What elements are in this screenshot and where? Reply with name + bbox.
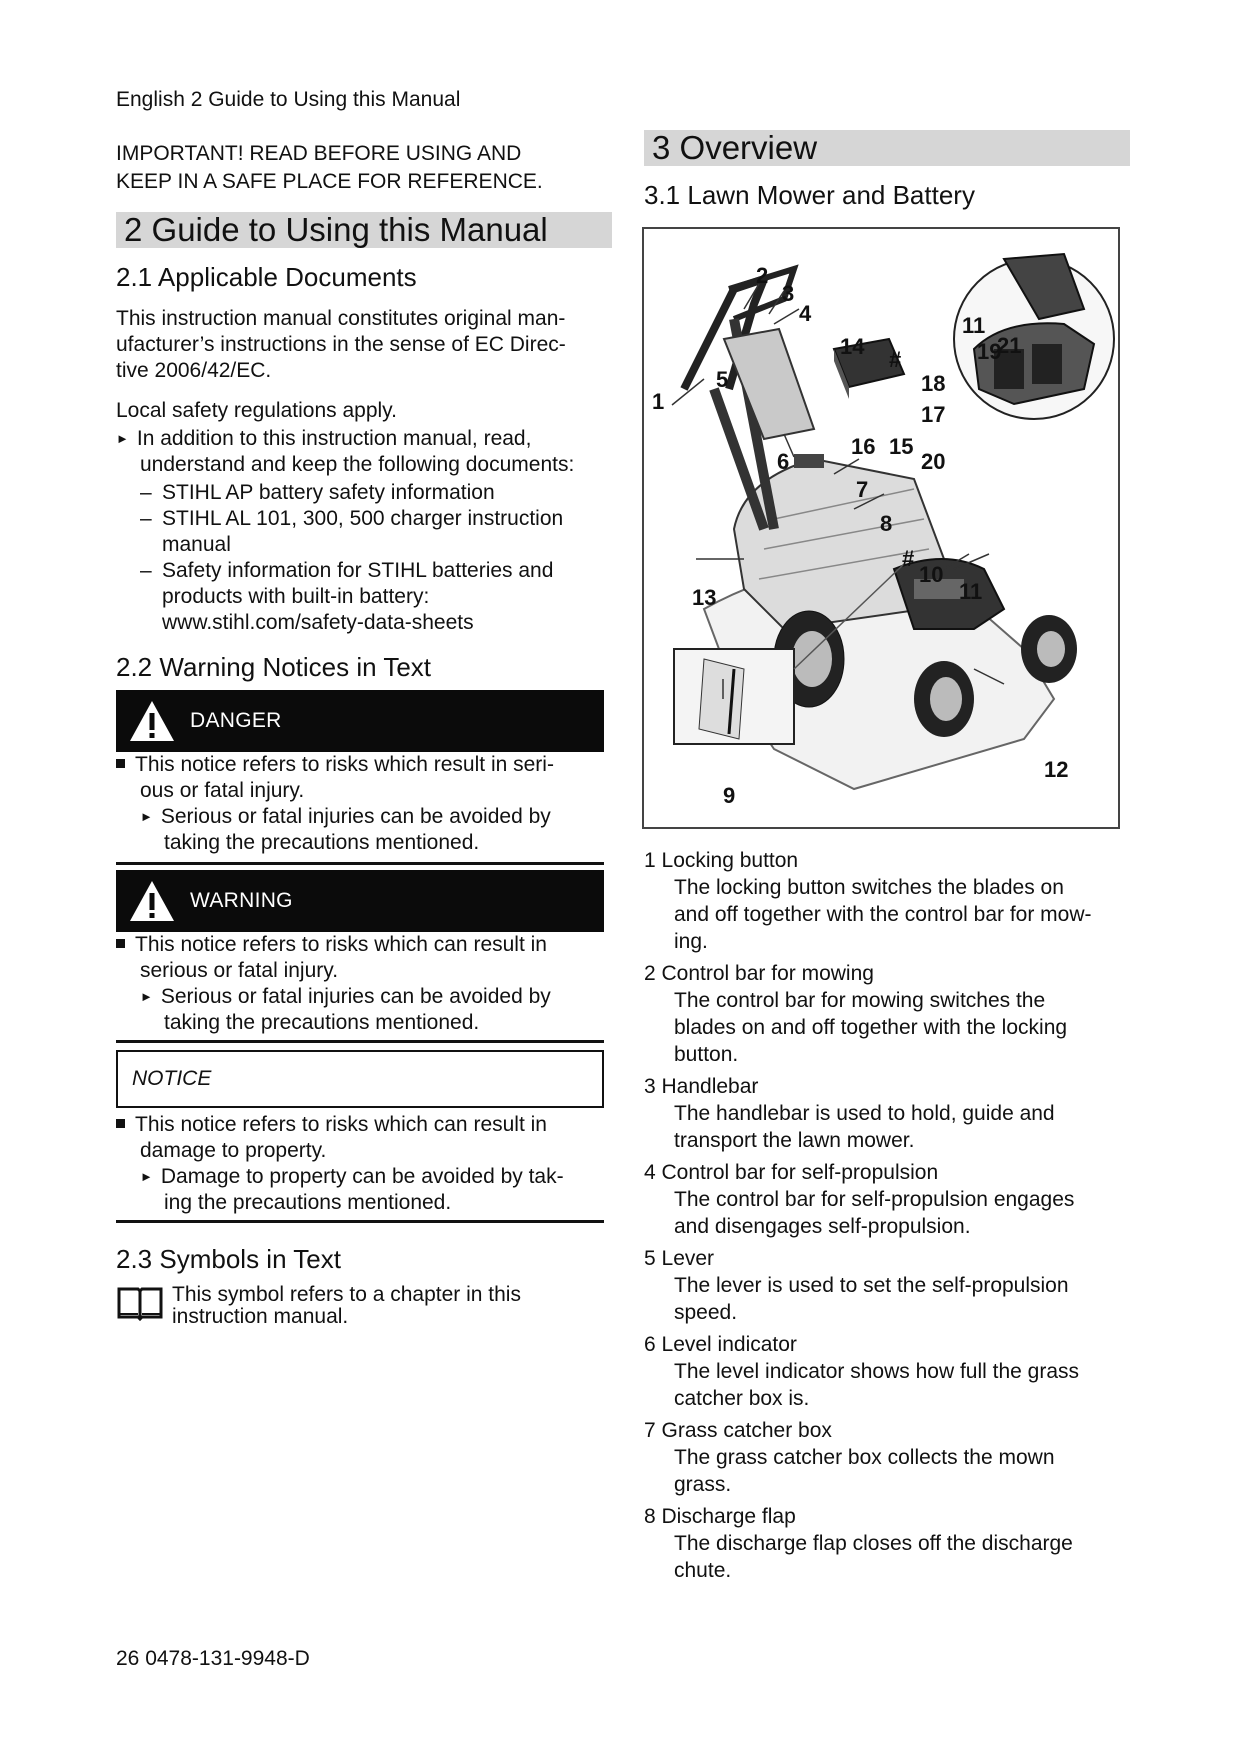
- safety-data-sheets-link[interactable]: www.stihl.com/safety-data-sheets: [162, 611, 474, 634]
- section-2-2-heading: 2.2 Warning Notices in Text: [116, 652, 432, 682]
- notice-line: damage to property.: [140, 1139, 327, 1162]
- part-label: 5 Lever: [644, 1247, 715, 1270]
- callout-21: 19: [977, 339, 1002, 364]
- part-description-line: The level indicator shows how full the grass: [674, 1360, 1080, 1383]
- danger-banner: [116, 690, 604, 752]
- callout-7: 7: [856, 477, 869, 502]
- notice-line: This notice refers to risks which can result in: [135, 1113, 547, 1136]
- notice-action-line: ing the precautions mentioned.: [164, 1191, 452, 1214]
- part-description-line: The control bar for self-propulsion engages: [674, 1188, 1075, 1211]
- page-code: 26 0478-131-9948-D: [116, 1647, 310, 1670]
- section-2-3-heading: 2.3 Symbols in Text: [116, 1244, 341, 1274]
- notice-action-line: taking the precautions mentioned.: [164, 1011, 480, 1034]
- part-description-line: ing.: [674, 930, 708, 953]
- lawn-mower-figure: [642, 227, 1120, 829]
- part-label: 4 Control bar for self-propulsion: [644, 1161, 939, 1184]
- callout-3: 3: [782, 281, 795, 306]
- part-description-line: and disengages self-propulsion.: [674, 1215, 971, 1238]
- doc-line: products with built-in battery:: [162, 585, 430, 608]
- warning-banner: [116, 870, 604, 932]
- instruction-line: In addition to this instruction manual, read,: [136, 427, 532, 450]
- triangle-bullet-icon: ►: [140, 989, 153, 1004]
- parts-list-item: [644, 848, 1130, 955]
- doc-line: manual: [162, 533, 231, 556]
- doc-line: STIHL AP battery safety information: [162, 481, 495, 504]
- part-description-line: speed.: [674, 1301, 738, 1324]
- callout-18: 11: [962, 313, 986, 338]
- notice-action-line: taking the precautions mentioned.: [164, 831, 480, 854]
- part-description-line: button.: [674, 1043, 739, 1066]
- callout-24: 9: [723, 783, 736, 808]
- part-description-line: The discharge flap closes off the discharge: [674, 1532, 1073, 1555]
- paragraph-line: tive 2006/42/EC.: [116, 359, 272, 382]
- part-label: 1 Locking button: [644, 849, 799, 872]
- notice-line: serious or fatal injury.: [140, 959, 339, 982]
- part-description-line: The locking button switches the blades on: [674, 876, 1064, 899]
- symbol-explanation: [116, 1284, 604, 1328]
- notice-box: [116, 1050, 604, 1108]
- part-description-line: blades on and off together with the locking: [674, 1016, 1068, 1039]
- symbol-line: instruction manual.: [172, 1305, 349, 1328]
- warning-divider: [116, 1040, 604, 1043]
- important-line: KEEP IN A SAFE PLACE FOR REFERENCE.: [116, 170, 543, 193]
- callout-9: #: [902, 546, 915, 571]
- warning-triangle-icon: [128, 699, 176, 743]
- part-description-line: transport the lawn mower.: [674, 1129, 915, 1152]
- list-item: – STIHL AP battery safety information: [140, 481, 495, 504]
- callout-16: 15: [889, 434, 914, 459]
- notice-label: NOTICE: [132, 1067, 212, 1090]
- doc-line: Safety information for STIHL batteries and: [162, 559, 554, 582]
- danger-label: DANGER: [190, 709, 282, 732]
- notice-text: [116, 1112, 604, 1216]
- part-description-line: The control bar for mowing switches the: [674, 989, 1046, 1012]
- callout-22: 20: [921, 449, 946, 474]
- documents-list: [116, 480, 604, 636]
- callout-2: 2: [756, 263, 769, 288]
- danger-divider: [116, 862, 604, 865]
- part-description-line: The grass catcher box collects the mown: [674, 1446, 1055, 1469]
- part-label: 7 Grass catcher box: [644, 1419, 832, 1442]
- part-label: 6 Level indicator: [644, 1333, 797, 1356]
- parts-list-item: [644, 1160, 1130, 1240]
- notice-action-line: Serious or fatal injuries can be avoided by: [160, 985, 551, 1008]
- callout-12: 12: [1044, 757, 1069, 782]
- book-icon: [116, 1284, 166, 1328]
- local-regulations-text: Local safety regulations apply.: [116, 399, 397, 422]
- callout-1: 1: [652, 389, 665, 414]
- applicable-docs-paragraph: [116, 306, 604, 384]
- notice-divider: [116, 1220, 604, 1223]
- part-description-line: chute.: [674, 1559, 732, 1582]
- callout-10: 10: [919, 562, 944, 587]
- triangle-bullet-icon: ►: [140, 809, 153, 824]
- part-description-line: The handlebar is used to hold, guide and: [674, 1102, 1055, 1125]
- notice-action-line: Damage to property can be avoided by tak-: [160, 1165, 564, 1188]
- warning-text: [116, 932, 604, 1036]
- section-3-heading: 3 Overview: [644, 130, 1130, 166]
- notice-line: This notice refers to risks which can result in: [135, 933, 547, 956]
- list-item: – STIHL AL 101, 300, 500 charger instruction manual: [140, 507, 564, 556]
- notice-action-line: Serious or fatal injuries can be avoided by: [160, 805, 551, 828]
- triangle-bullet-icon: ►: [116, 431, 129, 446]
- callout-11: 11: [959, 579, 983, 604]
- part-description-line: catcher box is.: [674, 1387, 810, 1410]
- instruction-line: understand and keep the following documents:: [140, 453, 575, 476]
- parts-list-item: [644, 1332, 1130, 1412]
- callout-5: 5: [716, 367, 729, 392]
- warning-label: WARNING: [190, 889, 293, 912]
- documents-instruction: [116, 426, 604, 478]
- lawn-mower-illustration: [644, 229, 1118, 827]
- notice-line: ous or fatal injury.: [140, 779, 305, 802]
- list-item: – Safety information for STIHL batteries and products with built-in battery: www.stihl.com/safety-data-sheets: [140, 559, 554, 634]
- callout-23: 21: [997, 333, 1022, 358]
- parts-list-item: [644, 961, 1130, 1068]
- part-description-line: and off together with the control bar for mow-: [674, 903, 1092, 926]
- callout-17: 16: [851, 434, 876, 459]
- parts-list-item: [644, 1074, 1130, 1154]
- part-description-line: grass.: [674, 1473, 732, 1496]
- warning-triangle-icon: [128, 879, 176, 923]
- parts-list: [644, 848, 1130, 1590]
- paragraph-line: This instruction manual constitutes original man-: [116, 307, 566, 330]
- callout-4: 4: [799, 301, 812, 326]
- part-description-line: The lever is used to set the self-propulsion: [674, 1274, 1069, 1297]
- callout-8: 8: [880, 511, 893, 536]
- part-label: 2 Control bar for mowing: [644, 962, 874, 985]
- callout-15: #: [889, 347, 902, 372]
- paragraph-line: ufacturer’s instructions in the sense of EC Direc-: [116, 333, 566, 356]
- notice-line: This notice refers to risks which result in seri-: [135, 753, 554, 776]
- parts-list-item: [644, 1418, 1130, 1498]
- parts-list-item: [644, 1504, 1130, 1584]
- parts-list-item: [644, 1246, 1130, 1326]
- important-note: [116, 140, 596, 196]
- callout-13: 13: [692, 585, 717, 610]
- part-label: 3 Handlebar: [644, 1075, 759, 1098]
- doc-line: STIHL AL 101, 300, 500 charger instruction: [162, 507, 564, 530]
- section-3-1-heading: 3.1 Lawn Mower and Battery: [644, 180, 975, 210]
- callout-14: 14: [840, 334, 865, 359]
- callout-20: 18: [921, 371, 946, 396]
- callout-19: 17: [921, 402, 946, 427]
- section-2-1-heading: 2.1 Applicable Documents: [116, 262, 417, 292]
- danger-text: [116, 752, 604, 856]
- callout-6: 6: [777, 449, 790, 474]
- symbol-line: This symbol refers to a chapter in this: [172, 1283, 521, 1306]
- triangle-bullet-icon: ►: [140, 1169, 153, 1184]
- part-label: 8 Discharge flap: [644, 1505, 796, 1528]
- running-head: English 2 Guide to Using this Manual: [116, 88, 461, 111]
- section-2-heading: 2 Guide to Using this Manual: [116, 212, 612, 248]
- important-line: IMPORTANT! READ BEFORE USING AND: [116, 142, 522, 165]
